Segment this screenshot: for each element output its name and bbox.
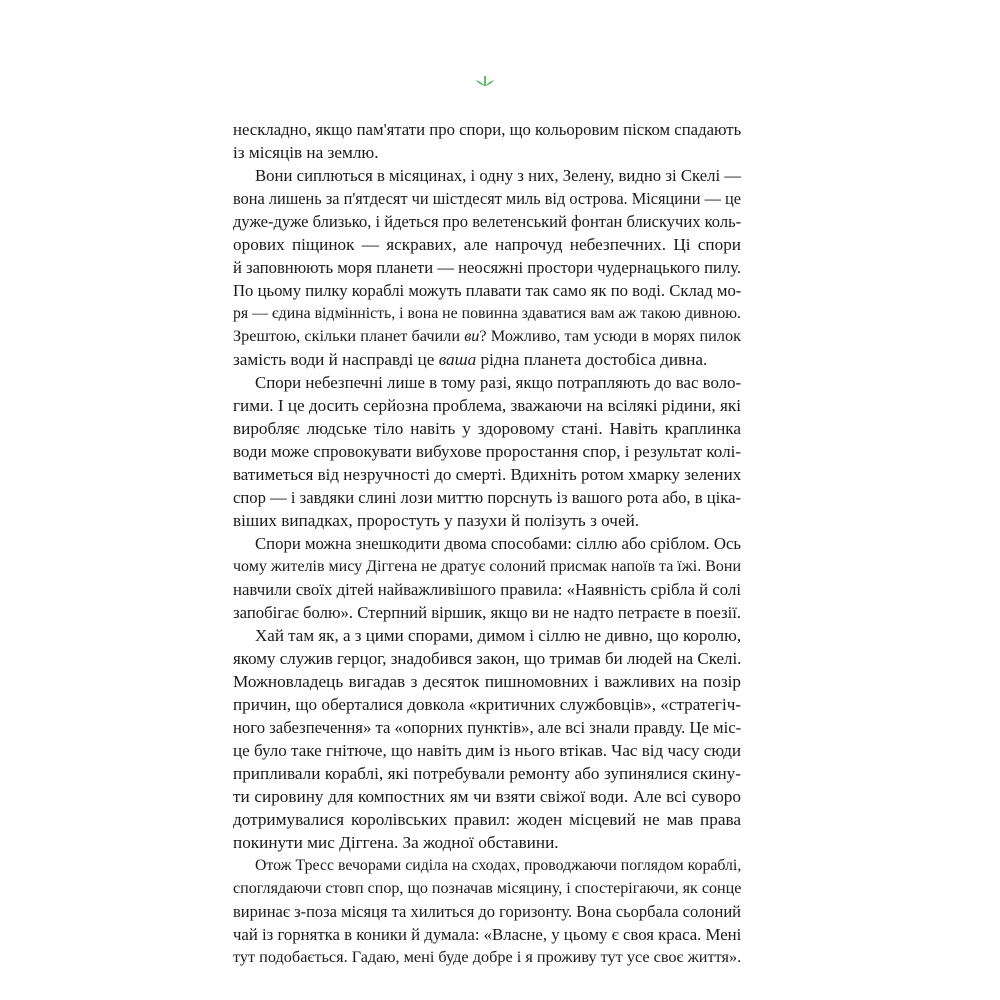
text-line [233, 946, 741, 969]
text-line [233, 233, 741, 256]
text-segment: чай із горнятка в коники й думала: «Власне, у цьому є своя краса. Мені [233, 925, 742, 944]
text-line [233, 440, 741, 463]
text-segment: й заповнюють моря планети — неосяжні простори чудернацького пилу. [233, 258, 741, 277]
text-segment: вона лишень за п'ятдесят чи шістдесят миль від острова. Місяцини — це [233, 189, 741, 208]
text-segment: дотримувалися королівських правил: жоден місцевий не мав права [233, 810, 741, 829]
paragraph [233, 624, 741, 854]
text-line [233, 141, 741, 164]
text-line [233, 486, 741, 509]
text-segment: ? Можливо, там усюди в морях пилок [479, 327, 741, 345]
paragraph [233, 532, 741, 624]
text-line [233, 371, 741, 394]
text-line [233, 716, 741, 739]
paragraph [233, 164, 741, 371]
text-line [233, 164, 741, 187]
text-segment: ватиметься від незручності до смерті. Вдихніть ротом хмарку зелених [233, 465, 742, 484]
text-line [233, 877, 741, 900]
text-line [233, 118, 741, 141]
text-segment: із місяців на землю. [233, 143, 379, 162]
text-line [233, 555, 741, 578]
text-segment: віших випадках, проростуть у пазухи й полізуть з очей. [233, 511, 640, 530]
text-line [233, 394, 741, 417]
text-line [233, 532, 741, 555]
text-line [233, 900, 741, 923]
text-line [233, 325, 741, 348]
text-segment: покинути мис Діггена. За жодної обставини. [233, 833, 559, 852]
text-line [233, 923, 741, 946]
text-segment: По цьому пилку кораблі можуть плавати так само як по воді. Склад мо- [233, 281, 742, 300]
text-segment: запобігає болю». Стерпний віршик, якщо ви не надто петраєте в поезії. [233, 603, 742, 622]
text-segment: споглядаючи стовп спор, що позначав місяцину, і спостерігаючи, як сонце [233, 880, 742, 897]
text-line [233, 417, 741, 440]
text-line [233, 601, 741, 624]
text-segment: води може спровокувати вибухове проростання спор, і результат колі- [233, 442, 741, 461]
text-line [233, 187, 741, 210]
text-segment: рідна планета достобіса дивна. [476, 350, 708, 369]
text-segment: якому служив герцог, знадобився закон, що тримав би людей на Скелі. [233, 649, 742, 668]
paragraph [233, 371, 741, 532]
text-line [233, 831, 741, 854]
text-segment: нескладно, якщо пам'ятати про спори, що кольоровим піском спадають [233, 120, 742, 139]
text-line [233, 578, 741, 601]
text-segment: Спори можна знешкодити двома способами: сіллю або сріблом. Ось [255, 534, 741, 553]
text-line [233, 463, 741, 486]
text-segment: гими. І це досить серйозна проблема, зважаючи на всілякі рідини, які [233, 396, 741, 415]
text-segment: замість води й насправді це [233, 350, 439, 369]
text-segment: причин, що оберталися довкола «критичних службовців», «стратегіч- [233, 695, 741, 714]
text-segment: припливали кораблі, які потребували ремонту або зупинялися скину- [233, 764, 741, 783]
text-segment: чому жителів мису Діггена не дратує солоний присмак напоїв та їжі. Вони [233, 558, 742, 575]
book-page-body [233, 118, 741, 969]
text-segment: ти сировину для компостних ям чи взяти свіжої води. Але всі суворо [233, 787, 741, 806]
sprout-icon [474, 72, 496, 92]
text-segment: виринає з-поза місяця та хилиться до горизонту. Вона сьорбала солоний [233, 902, 741, 921]
text-segment: спор — і завдяки слині лози миттю порснуть із вашого рота або, в ціка- [233, 488, 741, 507]
text-segment: навчили своїх дітей найважливішого правила: «Наявність срібла й солі [233, 580, 741, 599]
text-segment: це було таке гнітюче, що навіть дим із нього втікав. Час від часу сюди [233, 741, 741, 760]
text-line [233, 302, 741, 325]
text-segment: Можновладець вигадав з десяток пишномовних і важливих на позір [233, 672, 741, 691]
text-segment: ря — єдина відмінність, і вона не повинна здаватися вам аж такою дивною. [233, 305, 741, 322]
text-segment: Отож Тресс вечорами сиділа на сходах, проводжаючи поглядом кораблі, [255, 857, 742, 874]
text-line [233, 785, 741, 808]
text-line [233, 854, 741, 877]
text-segment: Спори небезпечні лише в тому разі, якщо потрапляють до вас воло- [255, 373, 742, 392]
text-line [233, 348, 741, 371]
text-segment: Зрештою, скільки планет бачили [233, 327, 465, 345]
text-line [233, 279, 741, 302]
text-line [233, 693, 741, 716]
text-line [233, 739, 741, 762]
text-line [233, 808, 741, 831]
text-line [233, 509, 741, 532]
text-line [233, 210, 741, 233]
paragraph [233, 854, 741, 969]
text-segment: виробляє людське тіло навіть у здоровому стані. Навіть краплинка [233, 419, 741, 438]
text-line [233, 647, 741, 670]
text-line [233, 256, 741, 279]
italic-text: ваша [438, 350, 477, 369]
text-line [233, 624, 741, 647]
text-line [233, 670, 741, 693]
text-segment: тут подобається. Гадаю, мені буде добре і я проживу тут усе своє життя». [233, 948, 742, 966]
text-segment: Вони сиплються в місяцинах, і одну з них, Зелену, видно зі Скелі — [255, 166, 742, 185]
text-segment: дуже-дуже близько, і йдеться про велетенський фонтан блискучих коль- [233, 212, 742, 231]
text-segment: ного забезпечення» та «опорних пунктів», але всі знали правду. Це міс- [233, 718, 742, 737]
italic-text: ви [464, 327, 480, 345]
text-line [233, 762, 741, 785]
paragraph [233, 118, 741, 164]
text-segment: Хай там як, а з цими спорами, димом і сіллю не дивно, що королю, [255, 626, 742, 645]
text-segment: орових піщинок — яскравих, але напрочуд небезпечних. Ці спори [233, 235, 741, 254]
